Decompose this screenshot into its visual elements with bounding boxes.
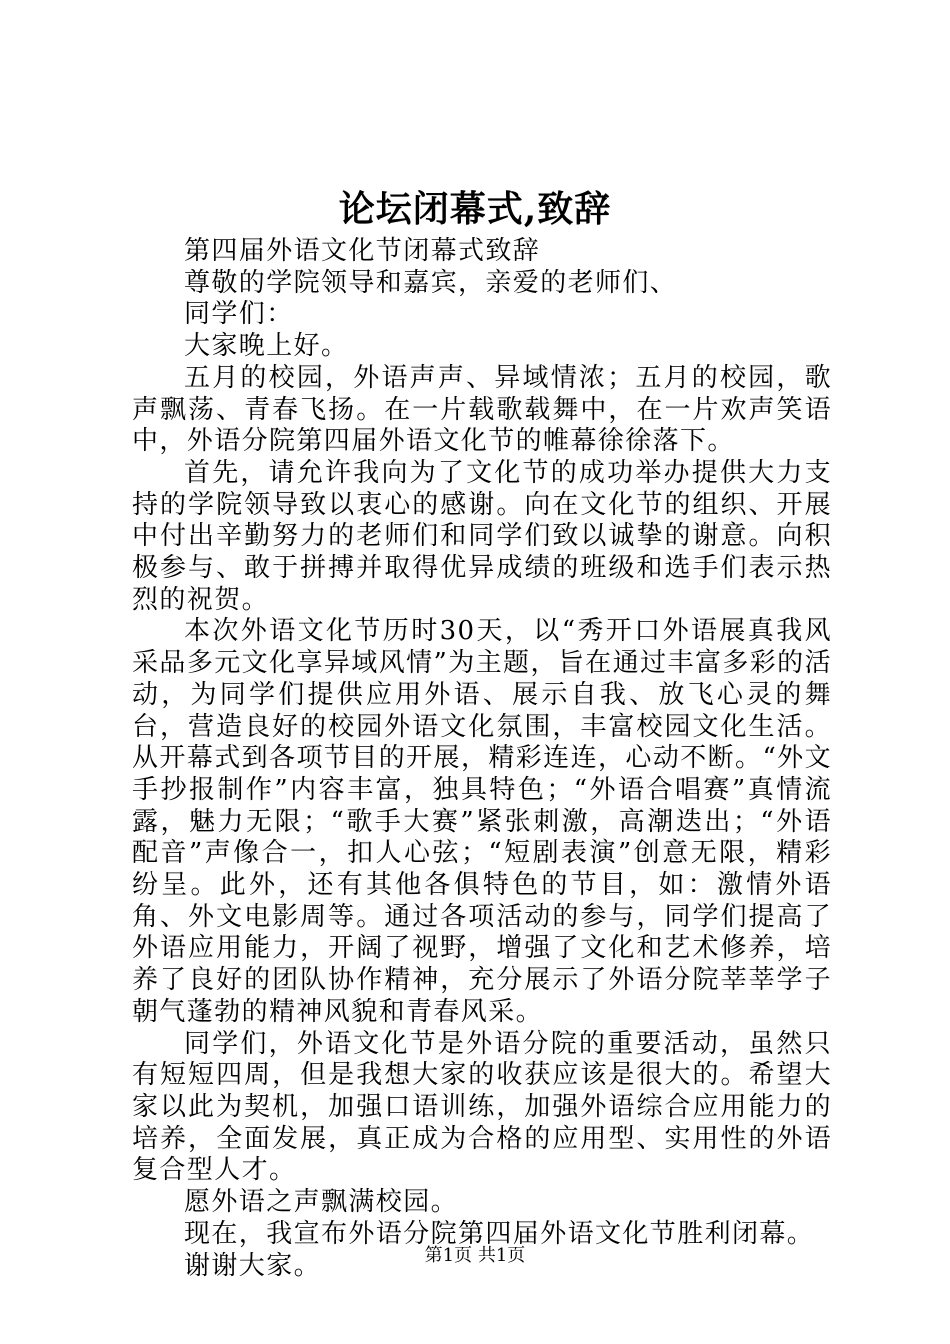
paragraph-heading: 第四届外语文化节闭幕式致辞: [184, 236, 541, 266]
paragraph-wish: 愿外语之声飘满校园。: [184, 1187, 459, 1218]
paragraph-summary: 本次外语文化节历时30天，以“秀开口外语展真我风采品多元文化享异域风情”为主题，旨在通过丰富多彩的活动，为同学们提供应用外语、展示自我、放飞心灵的舞台，营造良好的校园外语文化氛围，丰富校园文化生活。从开幕式到各项节目的开展，精彩连连，心动不断。“外文手抄报制作”内容丰富，独具特色；“外语合唱赛”真情流露，魅力无限；“歌手大赛”紧张刺激，高潮迭出；“外语配音”声像合一，扣人心弦；“短剧表演”创意无限，精彩纷呈。此外，还有其他各俱特色的节目，如：激情外语角、外文电影周等。通过各项活动的参与，同学们提高了外语应用能力，开阔了视野，增强了文化和艺术修养，培养了良好的团队协作精神，充分展示了外语分院莘莘学子朝气蓬勃的精神风貌和青春风采。: [132, 616, 832, 1027]
paragraph-salutation-cont: 同学们：: [184, 299, 294, 330]
document-title: 论坛闭幕式,致辞: [338, 188, 612, 230]
paragraph-declaration: 现在，我宣布外语分院第四届外语文化节胜利闭幕。: [184, 1218, 815, 1249]
paragraph-salutation: 尊敬的学院领导和嘉宾，亲爱的老师们、: [184, 267, 678, 298]
paragraph-thanks: 首先，请允许我向为了文化节的成功举办提供大力支持的学院领导致以衷心的感谢。向在文化节的组织、开展中付出辛勤努力的老师们和同学们致以诚挚的谢意。向积极参与、敢于拼搏并取得优异成绩的班级和选手们表示热烈的祝贺。: [132, 457, 832, 615]
paragraph-closing: 谢谢大家。: [184, 1250, 322, 1281]
page-footer: 第1页 共1页: [424, 1245, 526, 1266]
document-body: [132, 236, 832, 1282]
paragraph-hope: 同学们，外语文化节是外语分院的重要活动，虽然只有短短四周，但是我想大家的收获应该是很大的。希望大家以此为契机，加强口语训练，加强外语综合应用能力的培养，全面发展，真正成为合格的应用型、实用性的外语复合型人才。: [132, 1028, 832, 1186]
paragraph-opening: 五月的校园，外语声声、异域情浓；五月的校园，歌声飘荡、青春飞扬。在一片载歌载舞中，在一片欢声笑语中，外语分院第四届外语文化节的帷幕徐徐落下。: [132, 362, 832, 457]
paragraph-greeting: 大家晚上好。: [184, 331, 349, 362]
